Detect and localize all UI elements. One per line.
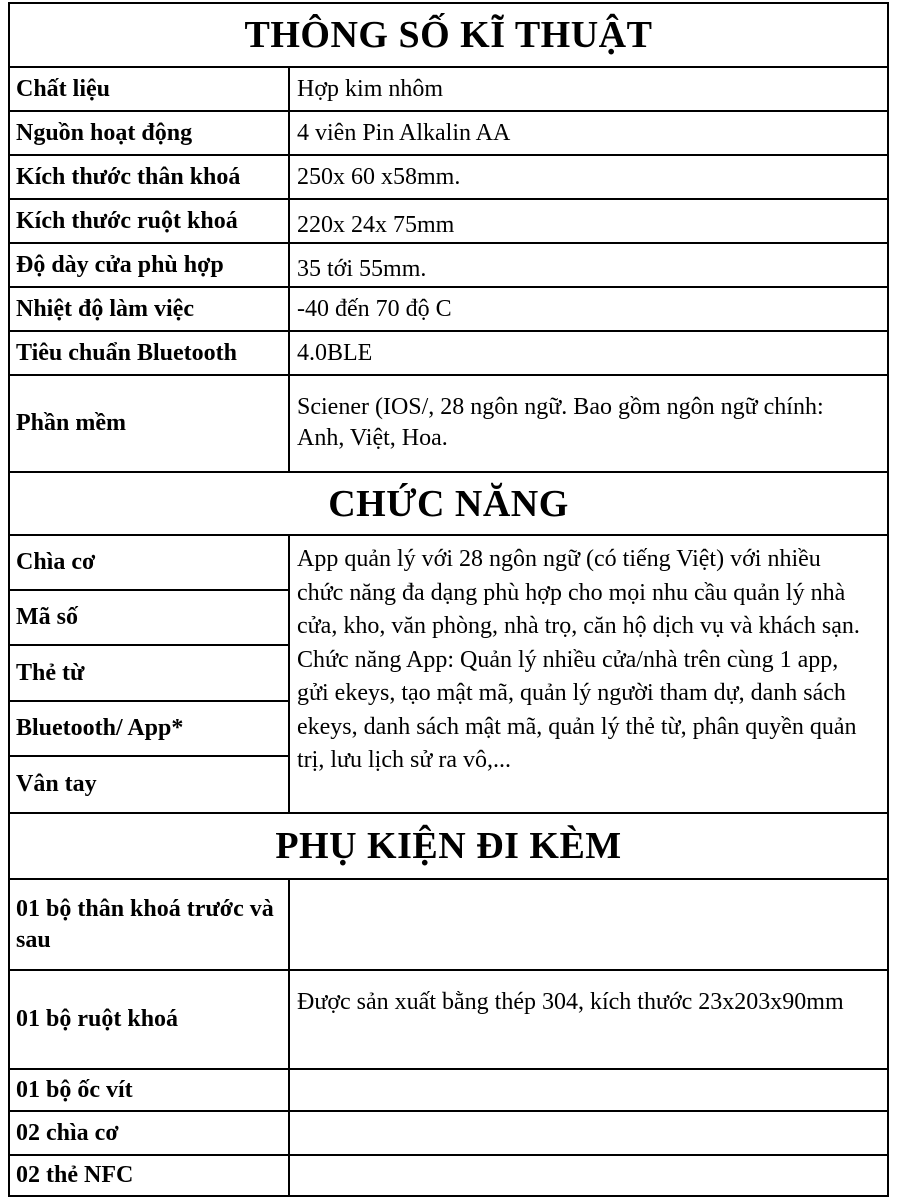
spec-row-door-thickness [10, 244, 887, 288]
accessories-section-title: PHỤ KIỆN ĐI KÈM [10, 814, 887, 880]
spec-label: Kích thước ruột khoá [10, 200, 290, 242]
accessory-label: 01 bộ thân khoá trước và sau [10, 880, 290, 969]
functions-block [10, 536, 887, 814]
spec-value: 250x 60 x58mm. [297, 163, 461, 190]
spec-label: Phần mềm [10, 376, 290, 471]
spec-row-software [10, 376, 887, 473]
spec-label: Tiêu chuẩn Bluetooth [10, 332, 290, 374]
spec-value: Hợp kim nhôm [297, 75, 444, 102]
function-description: App quản lý với 28 ngôn ngữ (có tiếng Việt) với nhiều chức năng đa dạng phù hợp cho mọi nhu cầu quản lý nhà cửa, kho, văn phòng, nhà trọ, căn hộ dịch vụ và khách sạn. Chức năng App: Quản lý nhiều cửa/nhà trên cùng 1 app, gửi ekeys, tạo mật mã, quản lý người tham dự, danh sách ekeys, danh sách mật mã, quản lý thẻ từ, phân quyền quản trị, lưu lịch sử ra vô,... [297, 546, 860, 773]
spec-value: -40 đến 70 độ C [297, 295, 452, 322]
spec-row-bluetooth [10, 332, 887, 376]
function-label: Bluetooth/ App* [10, 702, 290, 757]
accessory-value [292, 1156, 887, 1195]
accessory-value: Được sản xuất bằng thép 304, kích thước 23x203x90mm [297, 989, 844, 1015]
spec-value: Sciener (IOS/, 28 ngôn ngữ. Bao gồm ngôn ngữ chính: Anh, Việt, Hoa. [297, 394, 824, 451]
accessory-row-nfc-cards [10, 1156, 887, 1195]
spec-value: 220x 24x 75mm [297, 211, 455, 238]
spec-row-material [10, 68, 887, 112]
accessory-row-lock-body [10, 880, 887, 971]
accessory-label: 02 chìa cơ [10, 1112, 290, 1154]
spec-sheet [8, 2, 889, 1197]
accessory-row-keys [10, 1112, 887, 1156]
spec-label: Nhiệt độ làm việc [10, 288, 290, 330]
accessory-label: 02 thẻ NFC [10, 1156, 290, 1195]
accessory-value [292, 1070, 887, 1110]
spec-value: 4.0BLE [297, 339, 373, 366]
function-label: Vân tay [10, 757, 290, 812]
accessory-row-screws [10, 1070, 887, 1112]
accessory-label: 01 bộ ốc vít [10, 1070, 290, 1110]
spec-row-body-size [10, 156, 887, 200]
accessory-value [292, 1112, 887, 1154]
accessory-row-cylinder [10, 971, 887, 1070]
function-label: Thẻ từ [10, 646, 290, 702]
spec-label: Kích thước thân khoá [10, 156, 290, 198]
functions-section-title: CHỨC NĂNG [10, 473, 887, 536]
spec-label: Độ dày cửa phù hợp [10, 244, 290, 286]
spec-label: Nguồn hoạt động [10, 112, 290, 154]
function-label: Mã số [10, 591, 290, 646]
spec-label: Chất liệu [10, 68, 290, 110]
accessory-label: 01 bộ ruột khoá [10, 971, 290, 1068]
spec-row-cylinder-size [10, 200, 887, 244]
spec-value: 35 tới 55mm. [297, 255, 427, 282]
spec-row-temperature [10, 288, 887, 332]
specs-section-title: THÔNG SỐ KĨ THUẬT [10, 4, 887, 68]
accessory-value [292, 880, 887, 969]
function-label: Chìa cơ [10, 536, 290, 591]
spec-value: 4 viên Pin Alkalin AA [297, 119, 511, 146]
spec-row-power [10, 112, 887, 156]
